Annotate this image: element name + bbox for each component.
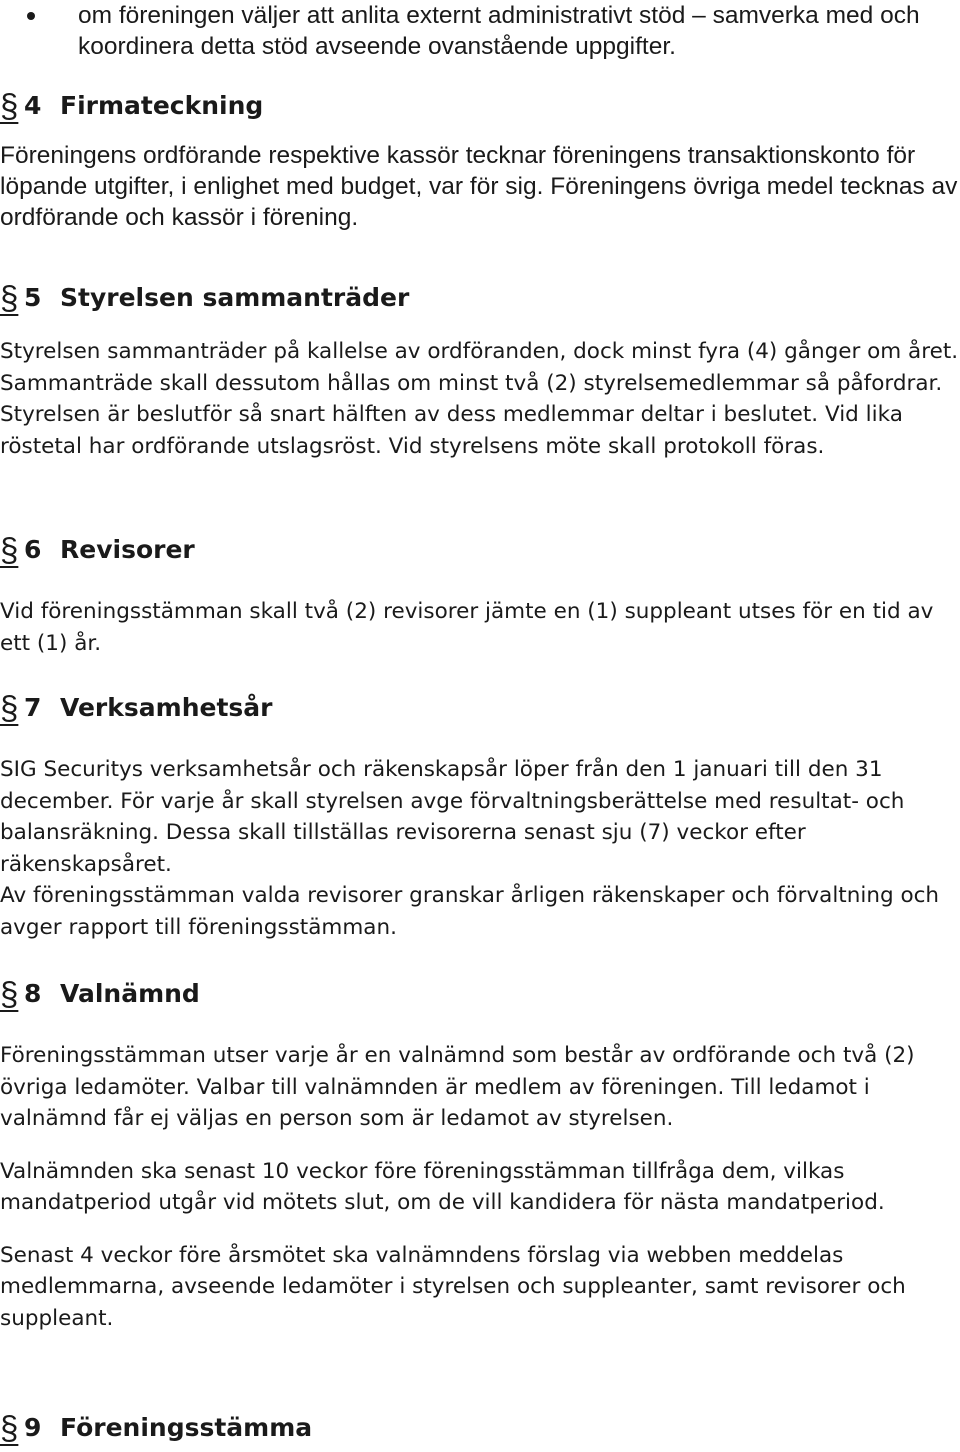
section-number: 7 xyxy=(24,693,42,722)
section-4 xyxy=(0,84,960,233)
bullet-item xyxy=(0,0,960,62)
section-title: Revisorer xyxy=(60,535,195,564)
section-mark: § xyxy=(0,87,19,124)
section-paragraph: Senast 4 veckor före årsmötet ska valnämndens förslag via webben meddelas medlemmarna, avseende ledamöter i styrelsen och suppleanter, samt revisorer och suppleant. xyxy=(0,1242,906,1331)
section-7 xyxy=(0,686,960,943)
section-mark: § xyxy=(0,689,19,726)
section-5 xyxy=(0,276,960,462)
section-8 xyxy=(0,972,960,1334)
section-title: Verksamhetsår xyxy=(60,693,273,722)
section-heading xyxy=(0,686,960,732)
bullet-text: om föreningen väljer att anlita externt administrativt stöd – samverka med och koordinera detta stöd avseende ovanstående uppgifter. xyxy=(78,2,920,60)
bullet-list xyxy=(0,0,960,62)
section-title: Valnämnd xyxy=(60,979,200,1008)
section-mark: § xyxy=(0,531,19,568)
section-paragraph: Av föreningsstämman valda revisorer granskar årligen räkenskaper och förvaltning och avger rapport till föreningsstämman. xyxy=(0,883,940,940)
section-9 xyxy=(0,1406,960,1452)
section-paragraph: Föreningens ordförande respektive kassör tecknar föreningens transaktionskonto för löpande utgifter, i enlighet med budget, var för sig. Föreningens övriga medel tecknas av ordförande och kassör i förening. xyxy=(0,142,958,231)
section-paragraph: Styrelsen sammanträder på kallelse av ordföranden, dock minst fyra (4) gånger om året. Sammanträde skall dessutom hållas om minst två (2) styrelsemedlemmar så påfordrar. Styrelsen är beslutför så snart hälften av dess medlemmar deltar i beslutet. Vid lika röstetal har ordförande utslagsröst. Vid styrelsens möte skall protokoll föras. xyxy=(0,339,959,459)
paragraph-gap xyxy=(0,1219,960,1240)
section-mark: § xyxy=(0,279,19,316)
section-heading xyxy=(0,528,960,574)
section-heading xyxy=(0,1406,960,1452)
section-heading xyxy=(0,276,960,322)
section-title: Firmateckning xyxy=(60,91,264,120)
section-heading xyxy=(0,972,960,1018)
section-paragraph: Vid föreningsstämman skall två (2) revisorer jämte en (1) suppleant utses för en tid av ett (1) år. xyxy=(0,599,934,656)
section-number: 5 xyxy=(24,283,42,312)
paragraph-gap xyxy=(0,1135,960,1156)
section-paragraph: Föreningsstämman utser varje år en valnämnd som består av ordförande och två (2) övriga ledamöter. Valbar till valnämnden är medlem av föreningen. Till ledamot i valnämnd får ej väljas en person som är ledamot av styrelsen. xyxy=(0,1043,915,1131)
section-title: Styrelsen sammanträder xyxy=(60,283,410,312)
section-number: 9 xyxy=(24,1413,42,1442)
section-paragraph: SIG Securitys verksamhetsår och räkenskapsår löper från den 1 januari till den 31 december. För varje år skall styrelsen avge förvaltningsberättelse med resultat- och balansräkning. Dessa skall tillställas revisorerna senast sju (7) veckor efter räkenskapsåret. xyxy=(0,757,905,877)
section-number: 8 xyxy=(24,979,42,1008)
section-mark: § xyxy=(0,975,19,1012)
section-mark: § xyxy=(0,1409,19,1446)
section-6 xyxy=(0,528,960,659)
section-title: Föreningsstämma xyxy=(60,1413,313,1442)
section-paragraph: Valnämnden ska senast 10 veckor före föreningsstämman tillfråga dem, vilkas mandatperiod utgår vid mötets slut, om de vill kandidera för nästa mandatperiod. xyxy=(0,1158,885,1215)
bullet-dot-icon xyxy=(27,12,35,20)
section-number: 6 xyxy=(24,535,42,564)
section-number: 4 xyxy=(24,91,42,120)
section-heading xyxy=(0,84,960,130)
